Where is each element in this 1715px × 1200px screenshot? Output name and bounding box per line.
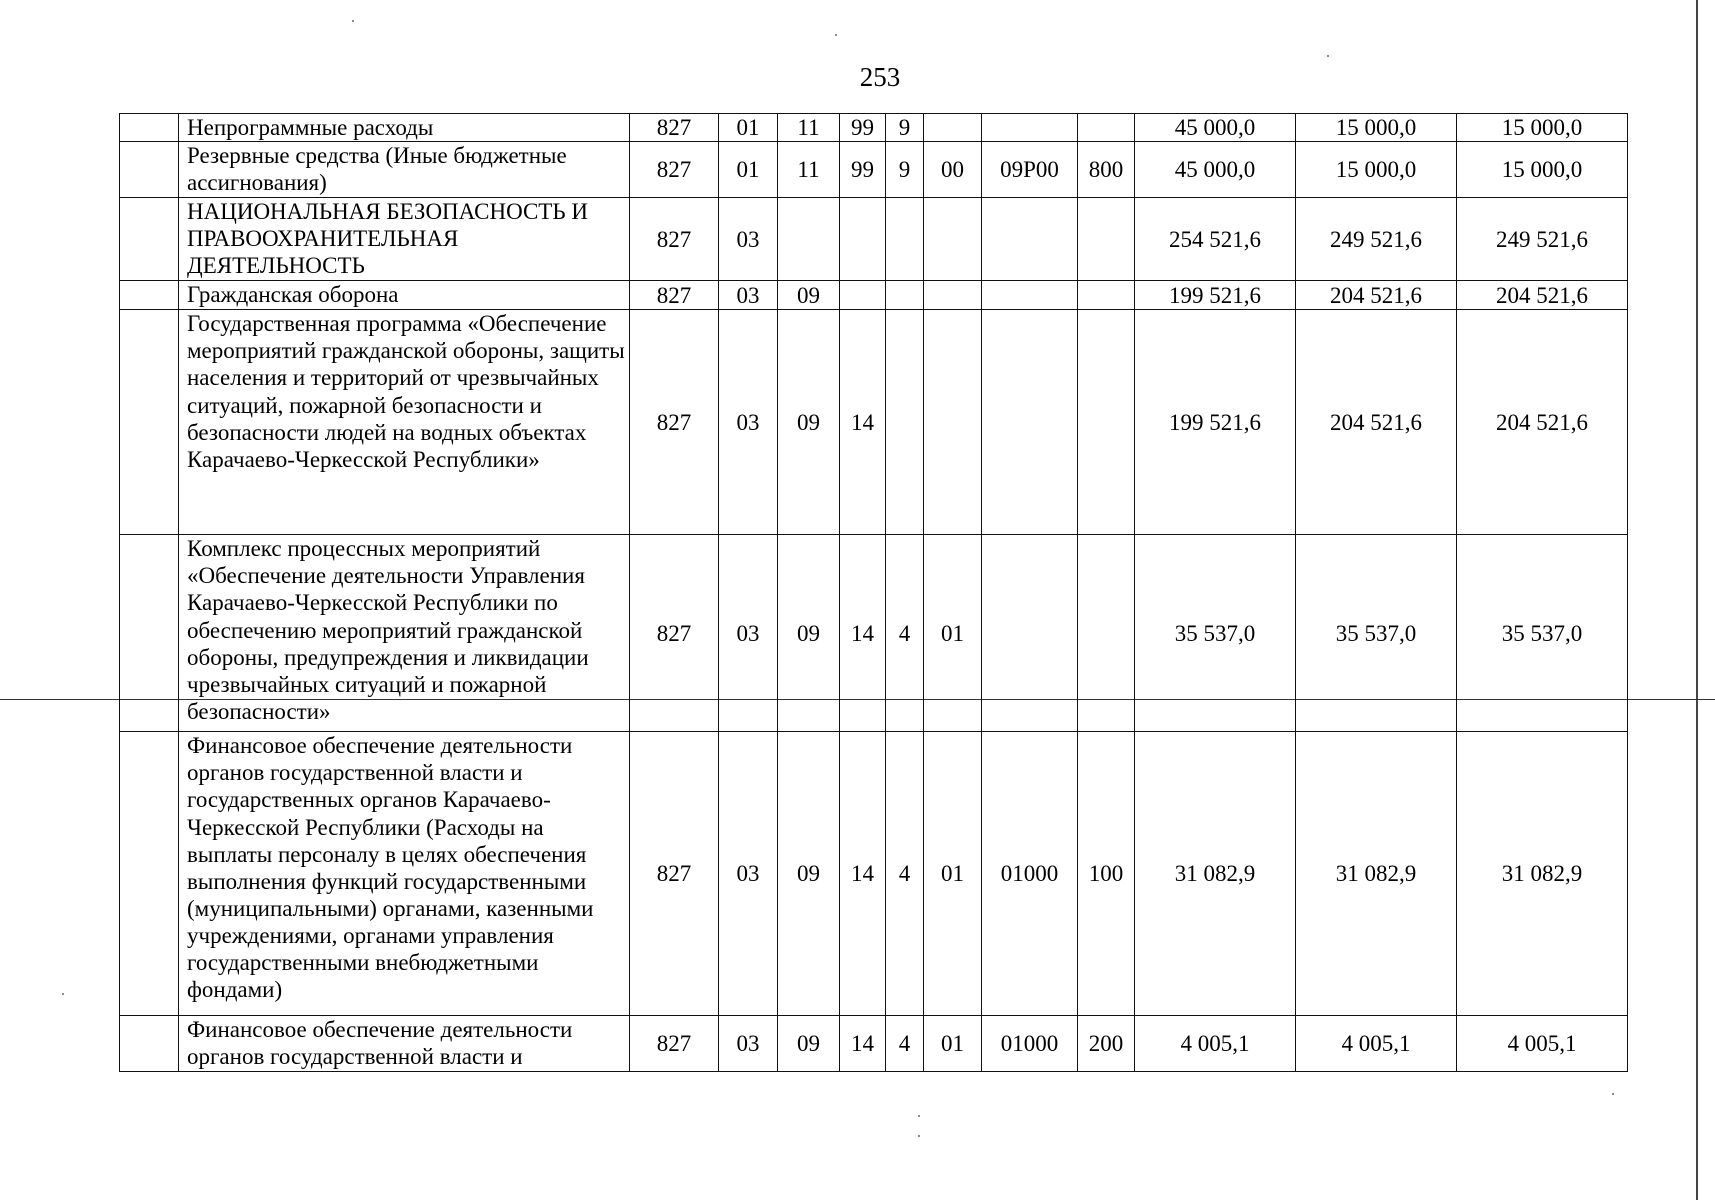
amount-cell: 199 521,6 bbox=[1135, 310, 1296, 535]
amount-cell: 249 521,6 bbox=[1457, 198, 1628, 281]
code-cell: 99 bbox=[840, 114, 886, 142]
row-name: Финансовое обеспечение деятельности органов государственной власти и bbox=[179, 1016, 630, 1072]
amount-cell: 31 082,9 bbox=[1457, 732, 1628, 1016]
code-cell: 827 bbox=[630, 1016, 719, 1072]
code-cell bbox=[924, 198, 982, 281]
code-cell: 14 bbox=[840, 535, 886, 732]
code-cell: 01 bbox=[719, 142, 778, 198]
code-cell bbox=[1078, 281, 1135, 310]
code-cell bbox=[1078, 535, 1135, 732]
code-cell bbox=[924, 114, 982, 142]
amount-cell: 45 000,0 bbox=[1135, 114, 1296, 142]
code-cell: 09Р00 bbox=[982, 142, 1078, 198]
blank-cell bbox=[120, 114, 179, 142]
page-number: 253 bbox=[859, 62, 901, 92]
amount-cell: 199 521,6 bbox=[1135, 281, 1296, 310]
budget-table bbox=[119, 113, 1628, 1072]
code-cell bbox=[924, 310, 982, 535]
amount-cell: 204 521,6 bbox=[1457, 310, 1628, 535]
row-name: Непрограммные расходы bbox=[179, 114, 630, 142]
code-cell: 827 bbox=[630, 142, 719, 198]
scan-speck bbox=[62, 993, 64, 995]
amount-cell: 35 537,0 bbox=[1135, 535, 1296, 732]
scan-speck bbox=[352, 20, 354, 22]
scan-speck bbox=[918, 1135, 920, 1137]
code-cell: 09 bbox=[778, 310, 840, 535]
code-cell: 09 bbox=[778, 281, 840, 310]
code-cell: 01000 bbox=[982, 1016, 1078, 1072]
code-cell: 03 bbox=[719, 1016, 778, 1072]
table-row bbox=[120, 142, 1628, 198]
code-cell: 827 bbox=[630, 281, 719, 310]
code-cell bbox=[982, 281, 1078, 310]
row-name: Комплекс процессных мероприятий «Обеспечение деятельности Управления Карачаево-Черкесской Республики по обеспечению мероприятий гражданской обороны, предупреждения и ликвидации чрезвычайных ситуаций и пожарной безопасности» bbox=[179, 535, 630, 732]
code-cell: 11 bbox=[778, 114, 840, 142]
blank-cell bbox=[120, 535, 179, 732]
code-cell: 827 bbox=[630, 310, 719, 535]
amount-cell: 35 537,0 bbox=[1457, 535, 1628, 732]
code-cell: 03 bbox=[719, 732, 778, 1016]
code-cell: 01 bbox=[924, 732, 982, 1016]
row-name: НАЦИОНАЛЬНАЯ БЕЗОПАСНОСТЬ И ПРАВООХРАНИТЕЛЬНАЯ ДЕЯТЕЛЬНОСТЬ bbox=[179, 198, 630, 281]
code-cell: 827 bbox=[630, 535, 719, 732]
code-cell: 03 bbox=[719, 535, 778, 732]
amount-cell: 35 537,0 bbox=[1296, 535, 1457, 732]
amount-cell: 204 521,6 bbox=[1296, 310, 1457, 535]
row-name: Гражданская оборона bbox=[179, 281, 630, 310]
code-cell bbox=[778, 198, 840, 281]
row-name: Резервные средства (Иные бюджетные ассигнования) bbox=[179, 142, 630, 198]
amount-cell: 249 521,6 bbox=[1296, 198, 1457, 281]
page-edge-line bbox=[1696, 0, 1698, 1200]
code-cell bbox=[1078, 114, 1135, 142]
amount-cell: 15 000,0 bbox=[1457, 142, 1628, 198]
code-cell: 827 bbox=[630, 114, 719, 142]
table-body bbox=[120, 114, 1628, 1072]
code-cell: 200 bbox=[1078, 1016, 1135, 1072]
code-cell: 100 bbox=[1078, 732, 1135, 1016]
amount-cell: 45 000,0 bbox=[1135, 142, 1296, 198]
scan-speck bbox=[1327, 55, 1329, 57]
code-cell: 9 bbox=[886, 114, 924, 142]
code-cell: 4 bbox=[886, 732, 924, 1016]
blank-cell bbox=[120, 142, 179, 198]
code-cell: 01 bbox=[924, 535, 982, 732]
code-cell: 03 bbox=[719, 310, 778, 535]
amount-cell: 4 005,1 bbox=[1135, 1016, 1296, 1072]
table-row bbox=[120, 1016, 1628, 1072]
table-row bbox=[120, 198, 1628, 281]
code-cell: 4 bbox=[886, 535, 924, 732]
amount-cell: 4 005,1 bbox=[1457, 1016, 1628, 1072]
code-cell: 01000 bbox=[982, 732, 1078, 1016]
code-cell bbox=[886, 281, 924, 310]
code-cell bbox=[982, 310, 1078, 535]
code-cell: 4 bbox=[886, 1016, 924, 1072]
table-row bbox=[120, 114, 1628, 142]
amount-cell: 204 521,6 bbox=[1296, 281, 1457, 310]
code-cell: 03 bbox=[719, 281, 778, 310]
scan-speck bbox=[1612, 1093, 1614, 1095]
row-name: Государственная программа «Обеспечение мероприятий гражданской обороны, защиты населения и территорий от чрезвычайных ситуаций, пожарной безопасности и безопасности людей на водных объектах Карачаево-Черкесской Республики» bbox=[179, 310, 630, 535]
amount-cell: 254 521,6 bbox=[1135, 198, 1296, 281]
scan-speck bbox=[918, 1115, 920, 1117]
amount-cell: 15 000,0 bbox=[1296, 142, 1457, 198]
blank-cell bbox=[120, 1016, 179, 1072]
code-cell: 14 bbox=[840, 310, 886, 535]
code-cell bbox=[924, 281, 982, 310]
code-cell bbox=[982, 114, 1078, 142]
amount-cell: 4 005,1 bbox=[1296, 1016, 1457, 1072]
code-cell: 01 bbox=[719, 114, 778, 142]
amount-cell: 31 082,9 bbox=[1296, 732, 1457, 1016]
code-cell bbox=[840, 281, 886, 310]
code-cell: 09 bbox=[778, 1016, 840, 1072]
blank-cell bbox=[120, 732, 179, 1016]
table-row bbox=[120, 281, 1628, 310]
code-cell: 09 bbox=[778, 535, 840, 732]
code-cell: 09 bbox=[778, 732, 840, 1016]
code-cell: 14 bbox=[840, 1016, 886, 1072]
blank-cell bbox=[120, 198, 179, 281]
code-cell bbox=[982, 535, 1078, 732]
blank-cell bbox=[120, 281, 179, 310]
amount-cell: 204 521,6 bbox=[1457, 281, 1628, 310]
code-cell: 01 bbox=[924, 1016, 982, 1072]
code-cell: 99 bbox=[840, 142, 886, 198]
code-cell bbox=[886, 310, 924, 535]
blank-cell bbox=[120, 310, 179, 535]
code-cell: 827 bbox=[630, 198, 719, 281]
code-cell bbox=[1078, 310, 1135, 535]
code-cell: 14 bbox=[840, 732, 886, 1016]
table-row bbox=[120, 732, 1628, 1016]
row-name: Финансовое обеспечение деятельности органов государственной власти и государственных органов Карачаево-Черкесской Республики (Расходы на выплаты персоналу в целях обеспечения выполнения функций государственными (муниципальными) органами, казенными учреждениями, органами управления государственными внебюджетными фондами) bbox=[179, 732, 630, 1016]
amount-cell: 15 000,0 bbox=[1457, 114, 1628, 142]
table-row bbox=[120, 535, 1628, 732]
code-cell: 00 bbox=[924, 142, 982, 198]
code-cell: 03 bbox=[719, 198, 778, 281]
code-cell: 800 bbox=[1078, 142, 1135, 198]
code-cell: 827 bbox=[630, 732, 719, 1016]
code-cell: 9 bbox=[886, 142, 924, 198]
code-cell bbox=[840, 198, 886, 281]
scan-speck bbox=[835, 34, 837, 36]
code-cell: 11 bbox=[778, 142, 840, 198]
code-cell bbox=[982, 198, 1078, 281]
code-cell bbox=[886, 198, 924, 281]
table-row bbox=[120, 310, 1628, 535]
amount-cell: 15 000,0 bbox=[1296, 114, 1457, 142]
code-cell bbox=[1078, 198, 1135, 281]
amount-cell: 31 082,9 bbox=[1135, 732, 1296, 1016]
